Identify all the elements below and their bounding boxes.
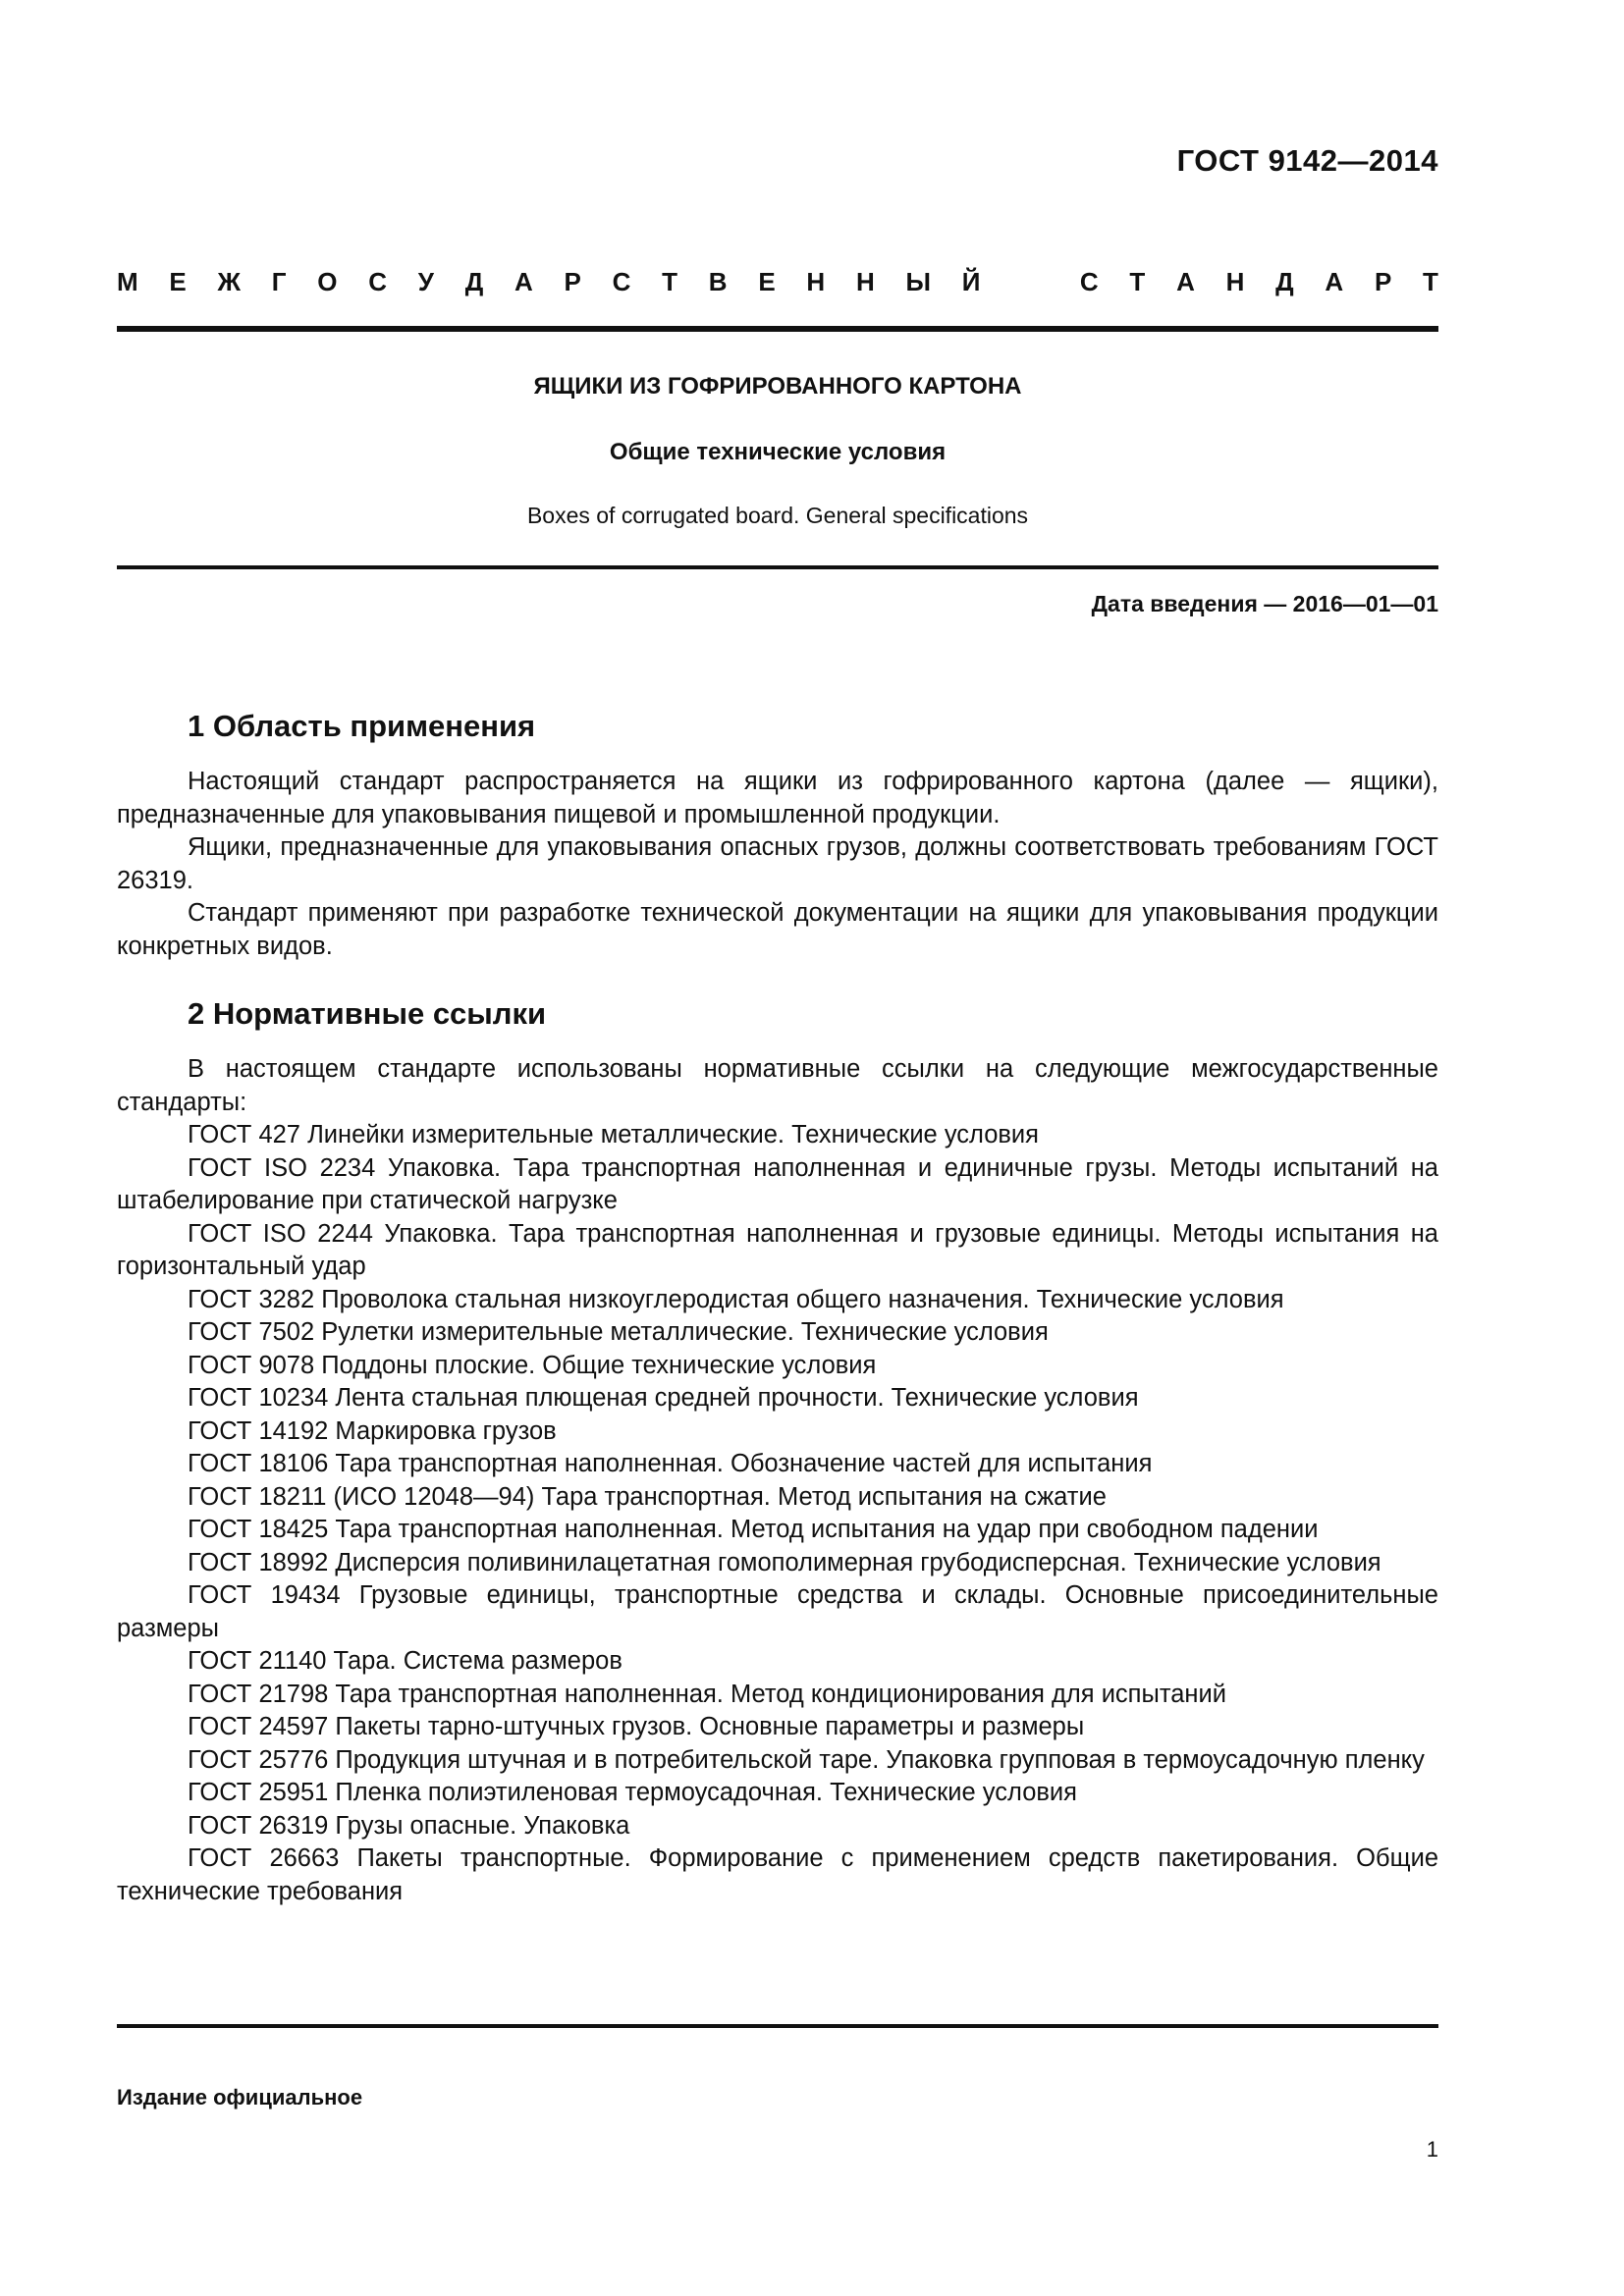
standard-type-letter: С — [368, 267, 388, 296]
standard-type-letter: Ж — [217, 267, 242, 296]
reference-item: ГОСТ 14192 Маркировка грузов — [188, 1416, 557, 1445]
document-subtitle: Общие технические условия — [609, 439, 947, 465]
word-gap — [1011, 267, 1049, 297]
paragraph: Настоящий стандарт распространяется на ящики из гофрированного картона (далее — ящики), предназначенные для упаковывания пищевой и промышленной продукции. — [117, 768, 1438, 828]
standard-type-letter: О — [317, 267, 338, 296]
standard-type-letter: Д — [1275, 267, 1294, 296]
reference-item: ГОСТ ISO 2234 Упаковка. Тара транспортная наполненная и единичные грузы. Методы испытаний на штабелирование при статической нагрузке — [117, 1153, 1438, 1214]
reference-item: ГОСТ ISO 2244 Упаковка. Тара транспортная наполненная и грузовые единицы. Методы испытания на горизонтальный удар — [117, 1219, 1438, 1280]
reference-item: ГОСТ 427 Линейки измерительные металлические. Технические условия — [188, 1121, 1039, 1148]
standard-type-letter: А — [1325, 267, 1344, 296]
document-title: ЯЩИКИ ИЗ ГОФРИРОВАННОГО КАРТОНА — [533, 373, 1022, 400]
introduction-date: Дата введения — 2016—01—01 — [1091, 591, 1438, 616]
reference-item: ГОСТ 3282 Проволока стальная низкоуглеродистая общего назначения. Технические условия — [188, 1285, 1284, 1313]
standard-type-letter: Т — [1129, 267, 1146, 296]
standard-type-letter: Г — [271, 267, 287, 296]
page-number: 1 — [1426, 2137, 1438, 2162]
standard-type-letter: Й — [961, 267, 981, 296]
section-heading: 1 Область применения — [188, 709, 536, 743]
reference-item: ГОСТ 9078 Поддоны плоские. Общие технические условия — [188, 1351, 877, 1379]
reference-item: ГОСТ 10234 Лента стальная плющеная средней прочности. Технические условия — [188, 1384, 1139, 1412]
document-title-en: Boxes of corrugated board. General specifications — [526, 503, 1029, 528]
standard-type-letter: Н — [855, 267, 875, 296]
document-page — [117, 0, 1438, 2296]
standard-type-letter: Ы — [905, 267, 931, 296]
reference-item: ГОСТ 25951 Пленка полиэтиленовая термоусадочная. Технические условия — [188, 1779, 1077, 1806]
reference-item: ГОСТ 26663 Пакеты транспортные. Формирование с применением средств пакетирования. Общие технические требования — [117, 1844, 1438, 1905]
reference-item: ГОСТ 24597 Пакеты тарно-штучных грузов. Основные параметры и размеры — [188, 1713, 1085, 1740]
standard-type-letter: Р — [564, 267, 581, 296]
standard-type-letter: В — [708, 267, 728, 296]
standard-type-letter: Т — [662, 267, 678, 296]
reference-item: ГОСТ 7502 Рулетки измерительные металлические. Технические условия — [188, 1318, 1049, 1346]
standard-type-letter: Т — [1423, 267, 1438, 296]
reference-item: ГОСТ 18106 Тара транспортная наполненная. Обозначение частей для испытания — [188, 1450, 1153, 1477]
edition-label: Издание официальное — [117, 2085, 363, 2109]
reference-item: ГОСТ 21140 Тара. Система размеров — [188, 1647, 623, 1675]
paragraph: Ящики, предназначенные для упаковывания опасных грузов, должны соответствовать требованиям ГОСТ 26319. — [117, 833, 1438, 894]
standard-type-letter: М — [117, 267, 138, 296]
reference-item: ГОСТ 18992 Дисперсия поливинилацетатная гомополимерная грубодисперсная. Технические условия — [188, 1548, 1381, 1576]
standard-type — [117, 267, 1438, 297]
standard-type-letter: Н — [1225, 267, 1245, 296]
standard-type-letter: Р — [1374, 267, 1392, 296]
doc-number: ГОСТ 9142—2014 — [1176, 143, 1438, 178]
title-divider — [117, 565, 1438, 569]
reference-item: ГОСТ 18425 Тара транспортная наполненная. Метод испытания на удар при свободном падении — [188, 1516, 1319, 1543]
paragraph: В настоящем стандарте использованы нормативные ссылки на следующие межгосударственные стандарты: — [117, 1055, 1438, 1116]
reference-item: ГОСТ 21798 Тара транспортная наполненная. Метод кондиционирования для испытаний — [188, 1680, 1226, 1708]
reference-item: ГОСТ 19434 Грузовые единицы, транспортные средства и склады. Основные присоединительные размеры — [117, 1581, 1438, 1642]
standard-type-letter: Е — [169, 267, 187, 296]
standard-type-letter: Н — [806, 267, 826, 296]
reference-item: ГОСТ 26319 Грузы опасные. Упаковка — [188, 1811, 630, 1840]
standard-type-letter: У — [417, 267, 434, 296]
standard-type-letter: Д — [464, 267, 484, 296]
standard-type-letter: Е — [758, 267, 776, 296]
standard-type-letter: С — [612, 267, 631, 296]
reference-item: ГОСТ 18211 (ИСО 12048—94) Тара транспортная. Метод испытания на сжатие — [188, 1482, 1107, 1511]
paragraph: Стандарт применяют при разработке технической документации на ящики для упаковывания продукции конкретных видов. — [117, 899, 1438, 960]
standard-type-letter: А — [1176, 267, 1195, 296]
section-heading: 2 Нормативные ссылки — [188, 996, 547, 1031]
standard-type-letter: А — [514, 267, 533, 296]
header-divider — [117, 326, 1438, 332]
document-body — [117, 707, 1438, 1908]
footer-divider — [117, 2024, 1438, 2028]
reference-item: ГОСТ 25776 Продукция штучная и в потребительской таре. Упаковка групповая в термоусадочную пленку — [188, 1745, 1425, 1774]
standard-type-letter: С — [1079, 267, 1099, 296]
